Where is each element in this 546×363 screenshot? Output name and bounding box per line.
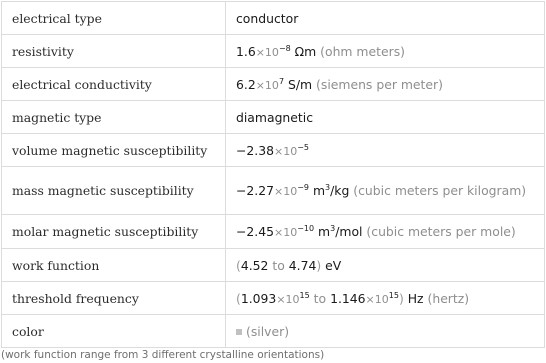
color-swatch-icon (236, 329, 242, 335)
row-value (226, 68, 545, 101)
unit-suffix: /mol (335, 224, 363, 239)
unit-note: (hertz) (423, 290, 470, 306)
unit: S/m (284, 76, 313, 92)
exponent: 7 (278, 76, 285, 86)
row-label: magnetic type (2, 101, 226, 134)
table-row (2, 68, 545, 101)
unit: m (314, 224, 331, 239)
exponent: −10 (297, 224, 315, 233)
row-value (226, 249, 545, 282)
row-value (226, 315, 545, 348)
table-row (2, 167, 545, 215)
range-to: to (268, 257, 289, 273)
value-mantissa: 1.6 (236, 43, 256, 59)
table-row (2, 249, 545, 282)
times-ten: ×10 (273, 185, 298, 198)
row-value (226, 35, 545, 68)
row-label: mass magnetic susceptibility (2, 167, 226, 215)
value-mantissa: −2.38 (236, 142, 274, 158)
unit-suffix: /kg (330, 183, 350, 198)
exponent: 15 (388, 290, 399, 300)
range-low: 4.52 (240, 257, 269, 273)
row-value (226, 282, 545, 315)
unit-note: (cubic meters per kilogram) (349, 183, 527, 198)
color-value: (silver) (246, 323, 290, 339)
table-row (2, 35, 545, 68)
properties-table (1, 1, 545, 348)
exponent: 15 (299, 290, 310, 300)
row-label: electrical type (2, 2, 226, 35)
unit: m (309, 183, 326, 198)
row-value (226, 167, 545, 215)
times-ten: ×10 (255, 45, 279, 59)
range-to: to (309, 290, 331, 306)
unit: Hz (403, 290, 424, 306)
row-value: conductor (226, 2, 545, 35)
value-mantissa: −2.27 (236, 183, 274, 198)
footnote: (work function range from 3 different crystalline orientations) (1, 349, 325, 361)
open-paren: ( (236, 257, 241, 273)
row-value (226, 134, 545, 167)
row-value (226, 215, 545, 249)
times-ten: ×10 (273, 144, 298, 158)
table-row (2, 134, 545, 167)
exponent: −8 (278, 43, 291, 53)
times-ten: ×10 (255, 78, 279, 92)
unit: Ωm (290, 43, 317, 59)
unit-note: (siemens per meter) (312, 76, 443, 92)
range-low: 1.093 (240, 290, 277, 306)
open-paren: ( (236, 290, 241, 306)
close-paren: ) (398, 290, 404, 306)
row-label: color (2, 315, 226, 348)
row-label: molar magnetic susceptibility (2, 215, 226, 249)
range-high: 4.74 (288, 257, 317, 273)
value-mantissa: −2.45 (236, 224, 274, 239)
table-row (2, 101, 545, 134)
unit-note: (cubic meters per mole) (362, 224, 516, 239)
value-mantissa: 6.2 (236, 76, 256, 92)
row-label: electrical conductivity (2, 68, 226, 101)
exponent: −9 (297, 183, 309, 192)
unit: eV (321, 257, 342, 273)
table-row (2, 282, 545, 315)
times-ten: ×10 (273, 226, 298, 239)
row-value: diamagnetic (226, 101, 545, 134)
unit-exponent: 3 (330, 224, 336, 233)
table-row (2, 215, 545, 249)
unit-note: (ohm meters) (316, 43, 405, 59)
row-label: resistivity (2, 35, 226, 68)
exponent: −5 (297, 142, 309, 152)
row-label: threshold frequency (2, 282, 226, 315)
times-ten: ×10 (276, 292, 300, 306)
table-row (2, 2, 545, 35)
range-high: 1.146 (330, 290, 366, 306)
row-label: work function (2, 249, 226, 282)
times-ten: ×10 (365, 292, 389, 306)
table-row (2, 315, 545, 348)
row-label: volume magnetic susceptibility (2, 134, 226, 167)
close-paren: ) (316, 257, 322, 273)
unit-exponent: 3 (325, 183, 331, 192)
